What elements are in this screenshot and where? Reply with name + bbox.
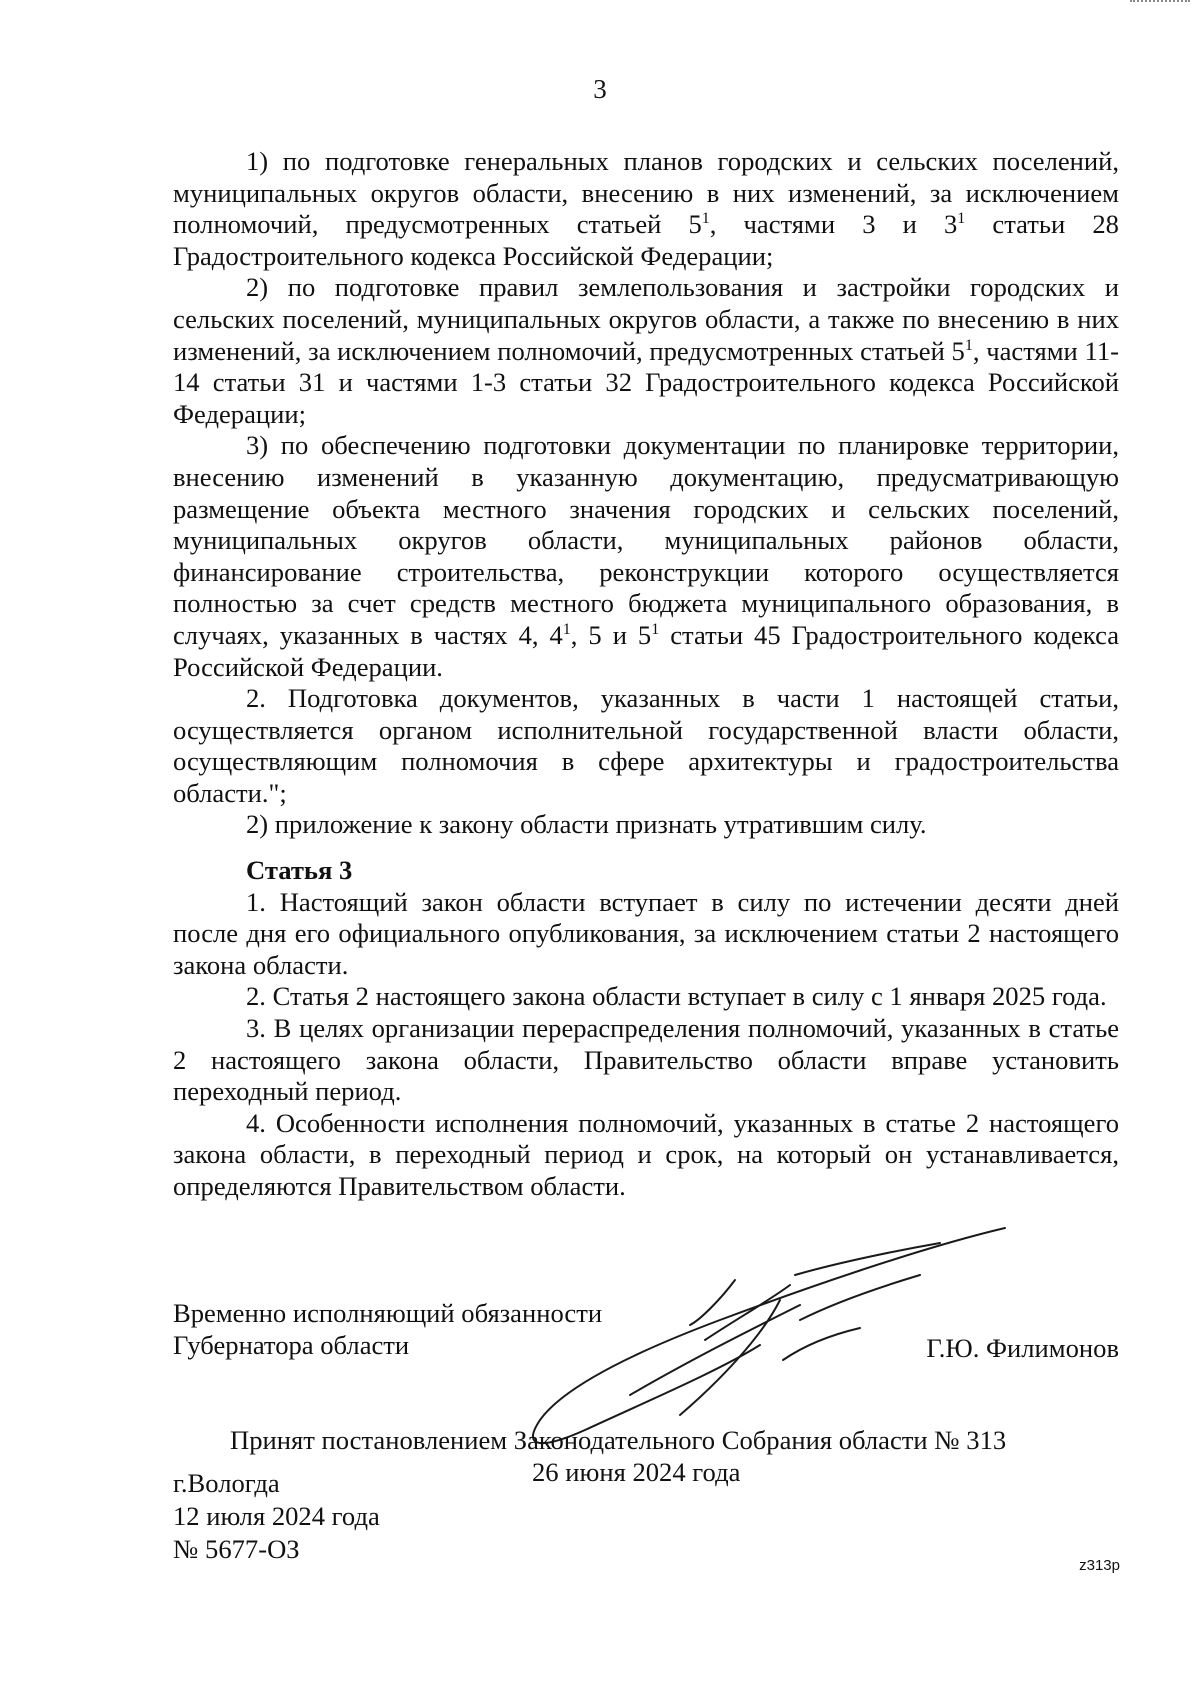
signing-date: 12 июля 2024 года <box>173 1501 380 1531</box>
article-3-item-3: 3. В целях организации перераспределения полномочий, указанных в статье 2 настоящего закона области, Правительство области вправе установить переходный период. <box>173 1013 1119 1107</box>
paragraph-text: статьи 45 Градостроительного кодекса Российской Федерации. <box>173 619 1120 682</box>
paragraph-repeal-appendix: 2) приложение к закону области признать утратившим силу. <box>246 809 927 840</box>
superscript: 1 <box>701 210 710 228</box>
superscript: 1 <box>562 620 571 638</box>
superscript: 1 <box>964 336 973 354</box>
article-3-heading: Статья 3 <box>246 855 353 886</box>
paragraph-text: 2) по подготовке правил землепользования и застройки городских и сельских поселений, муниципальных округов области, а также по внесению в них изменений, за исключением полномочий, предусмотренных статьей 5 <box>173 272 1119 366</box>
paragraph-text: 3) по обеспечению подготовки документации по планировке территории, внесению изменений в указанную документацию, предусматривающую размещение объекта местного значения городских и сельских поселений, муниципальных округов области, муниципальных районов области, финансирование строительства, реконструкции которого осуществляется полностью за счет средств местного бюджета муниципального образования, в случаях, указанных в частях 4, 4 <box>173 430 1119 650</box>
signatory-position-line1: Временно исполняющий обязанности <box>173 1298 603 1328</box>
article-3-item-1: 1. Настоящий закон области вступает в силу по истечении десяти дней после дня его официального опубликования, за исключением статьи 2 настоящего закона области. <box>173 886 1119 980</box>
document-code: z313р <box>1079 1557 1120 1574</box>
superscript: 1 <box>957 210 966 228</box>
paragraph-text: , частями 11-14 статьи 31 и частями 1-3 статьи 32 Градостроительного кодекса Российской Федерации; <box>173 335 1119 429</box>
signatory-position-line2: Губернатора области <box>173 1329 410 1360</box>
paragraph-part-2: 2. Подготовка документов, указанных в части 1 настоящей статьи, осуществляется органом исполнительной государственной власти области, осуществляющим полномочия в сфере архитектуры и градостроительства области."; <box>173 683 1119 808</box>
superscript: 1 <box>651 620 660 638</box>
paragraph-text: , частями 3 и 3 <box>709 209 958 240</box>
article-3-item-2: 2. Статья 2 настоящего закона области вступает в силу с 1 января 2025 года. <box>246 981 1107 1012</box>
paragraph-item-3 <box>173 430 1119 683</box>
paragraph-item-1 <box>173 146 1119 272</box>
signatory-name: Г.Ю. Филимонов <box>926 1333 1119 1363</box>
scan-edge-mark <box>1130 0 1190 6</box>
document-body <box>173 146 1119 1203</box>
place-date-block <box>173 1467 380 1566</box>
paragraph-item-2 <box>173 272 1119 430</box>
law-number: № 5677-ОЗ <box>173 1534 300 1564</box>
signatory-position <box>173 1298 602 1361</box>
adoption-text: Принят постановлением Законодательного Собрания области № 313 <box>230 1425 1007 1455</box>
paragraph-text: 1) по подготовке генеральных планов городских и сельских поселений, муниципальных округов области, внесению в них изменений, за исключением полномочий, предусмотренных статьей 5 <box>173 146 1119 240</box>
paragraph-text: , 5 и 5 <box>570 619 652 650</box>
article-3-item-4: 4. Особенности исполнения полномочий, указанных в статье 2 настоящего закона области, в переходный период и срок, на который он устанавливается, определяются Правительством области. <box>173 1107 1119 1201</box>
city: г.Вологда <box>173 1468 280 1498</box>
page-number: 3 <box>593 74 607 104</box>
adoption-date: 26 июня 2024 года <box>532 1457 741 1487</box>
paragraph-text: статьи 28 Градостроительного кодекса Российской Федерации; <box>173 209 1119 271</box>
